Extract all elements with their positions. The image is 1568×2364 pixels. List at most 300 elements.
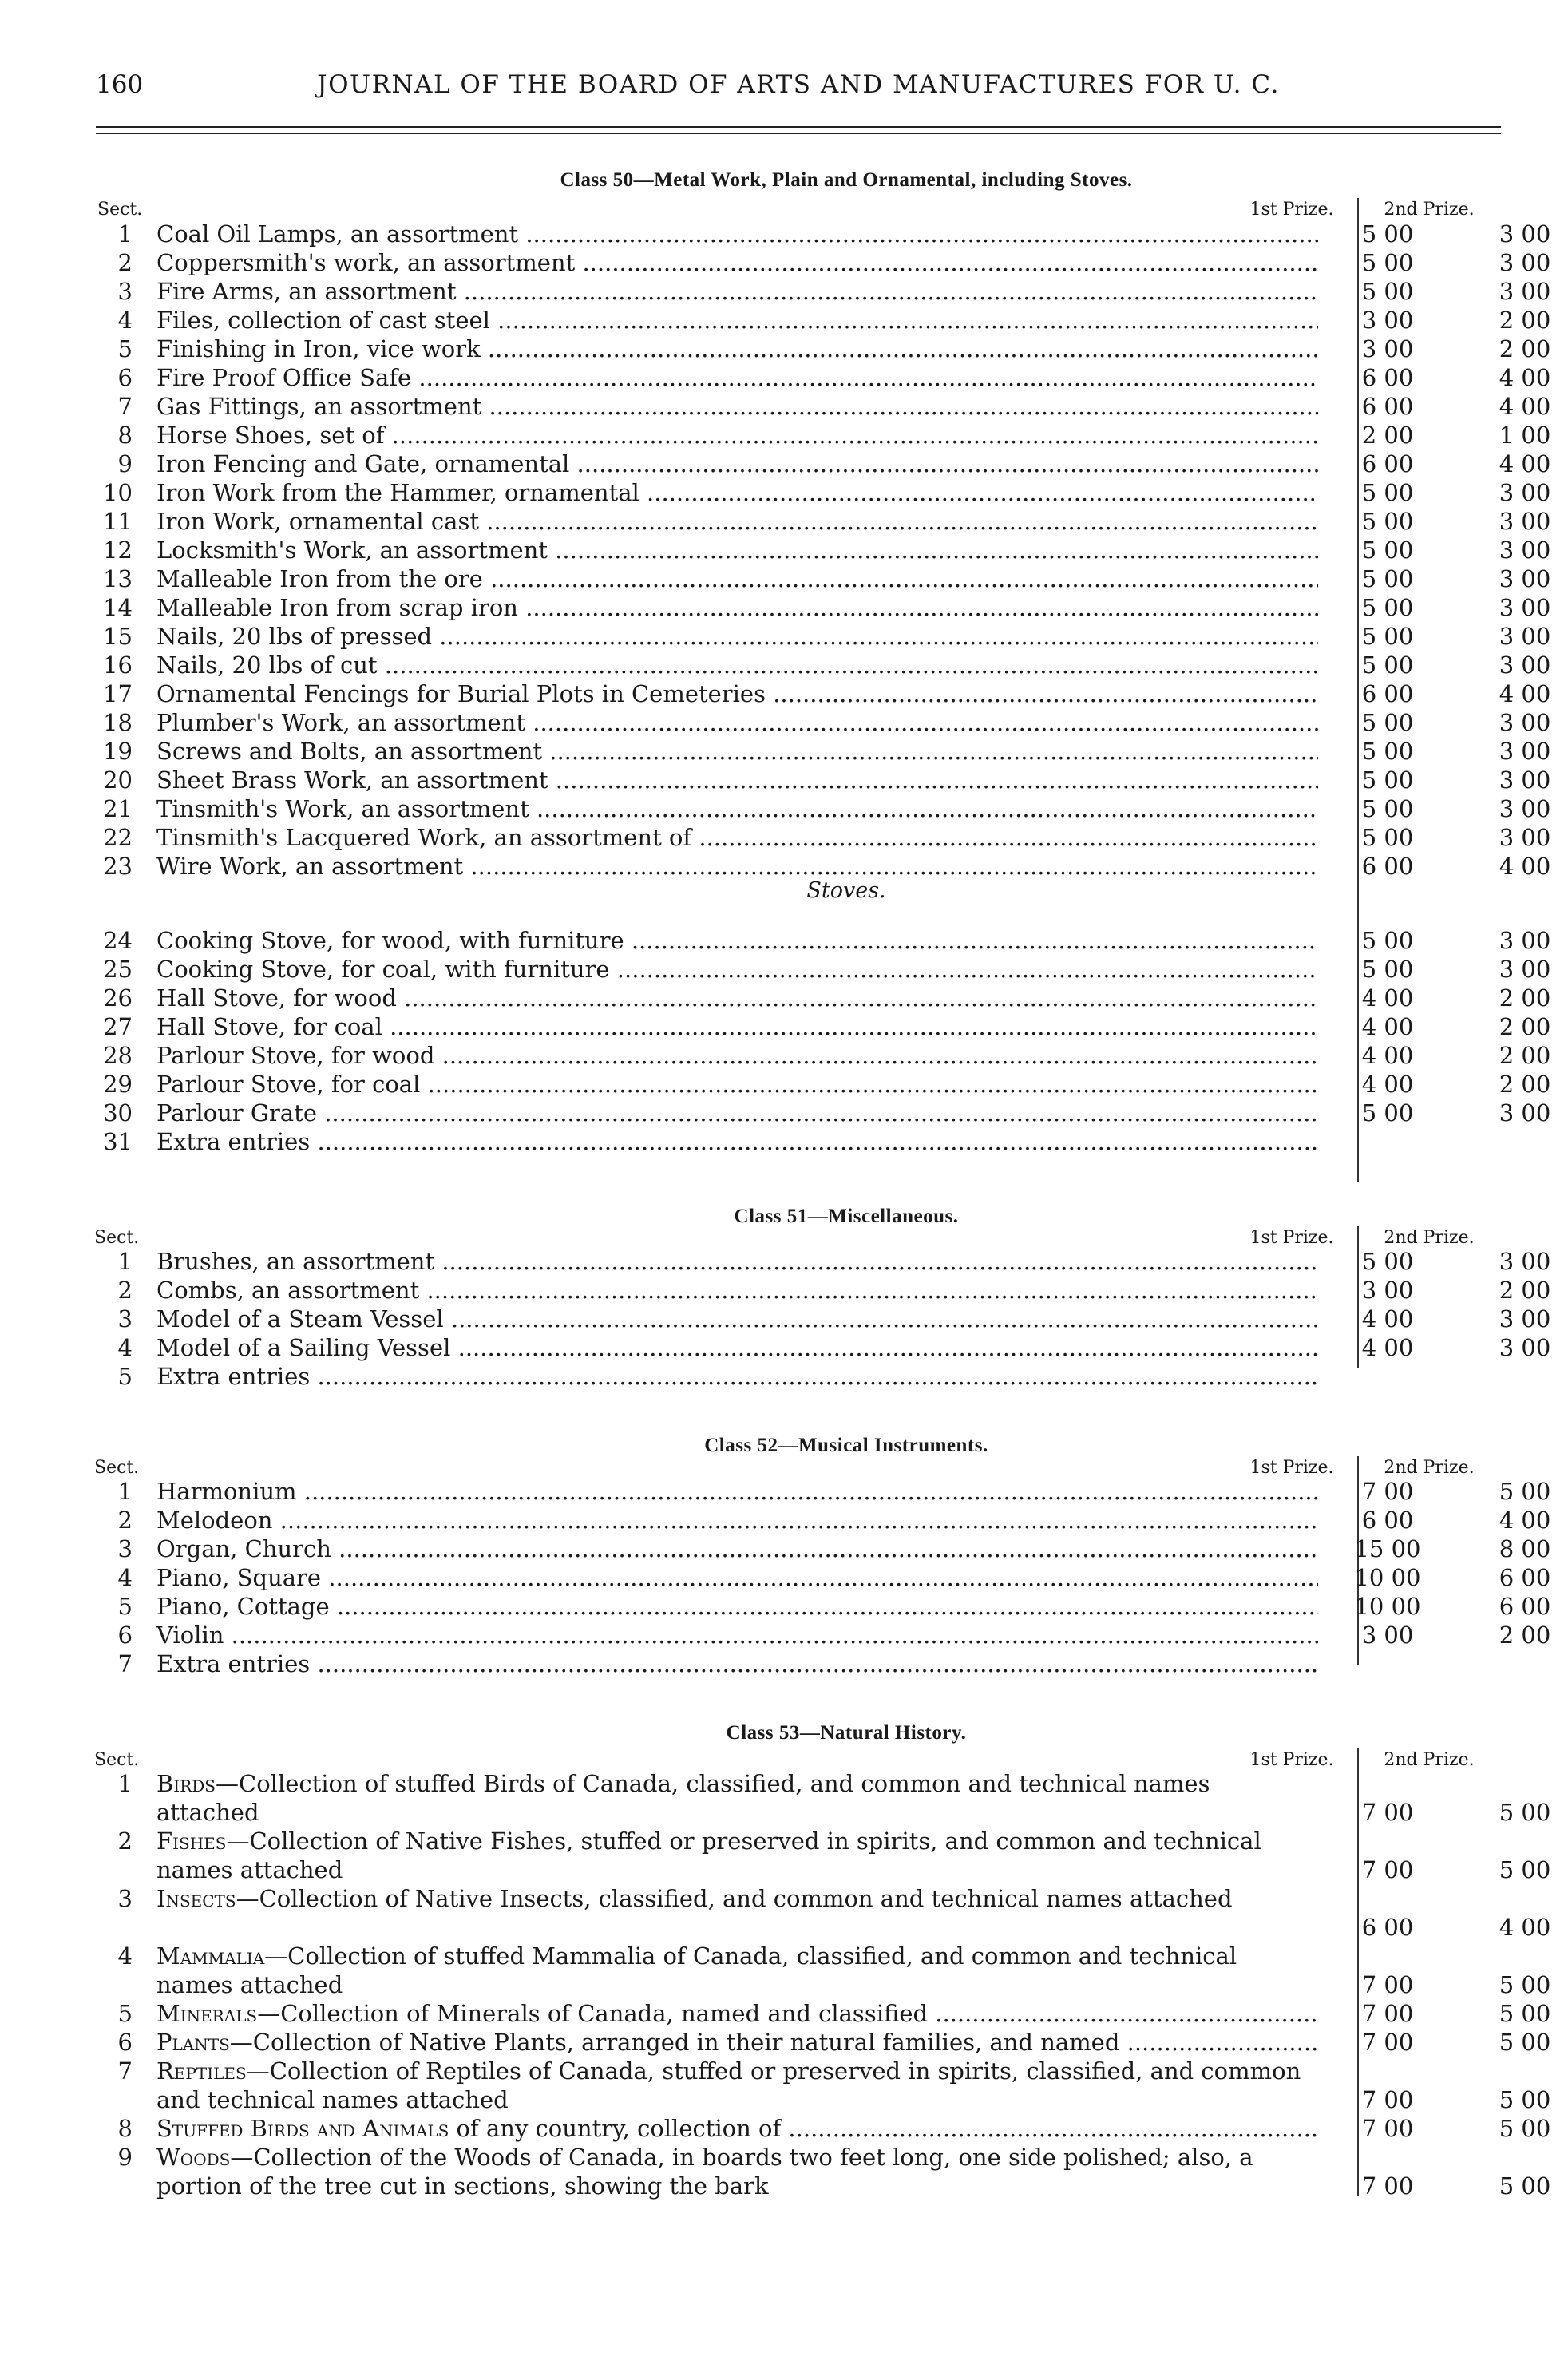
item-description — [156, 507, 1318, 536]
section-number: 21 — [103, 795, 133, 822]
stoves-list — [96, 926, 1551, 1156]
second-prize-value: 1 00 — [1499, 422, 1551, 449]
section-number: 6 — [117, 1622, 133, 1649]
first-prize-value: 4 00 — [1361, 1042, 1414, 1069]
section-number: 1 — [117, 220, 133, 247]
item-description — [156, 1621, 1318, 1649]
first-prize-value: 6 00 — [1361, 1914, 1414, 1941]
section-number: 3 — [117, 1885, 133, 1912]
item-text: Locksmith's Work, an assortment — [156, 537, 548, 564]
section-number: 17 — [103, 680, 133, 707]
section-number: 30 — [103, 1099, 133, 1127]
stoves-subheading: Stoves. — [806, 878, 886, 903]
second-prize-value: 2 00 — [1499, 1071, 1551, 1098]
second-prize-value: 6 00 — [1499, 1564, 1551, 1591]
item-text: —Collection of stuffed Birds of Canada, classified, and common and technical names attached — [156, 1770, 1210, 1826]
item-text: Plumber's Work, an assortment — [156, 709, 526, 736]
list-item — [96, 1506, 1551, 1534]
second-prize-value: 2 00 — [1499, 1622, 1551, 1649]
list-item — [96, 1477, 1551, 1506]
section-number: 5 — [117, 1593, 133, 1620]
second-prize-value: 3 00 — [1499, 766, 1551, 794]
second-prize-value: 3 00 — [1499, 1248, 1551, 1275]
second-prize-value: 5 00 — [1499, 2115, 1551, 2142]
list-item — [96, 1827, 1551, 1884]
list-item — [96, 1012, 1551, 1041]
class-51-list — [96, 1247, 1551, 1391]
second-prize-value: 6 00 — [1499, 1593, 1551, 1620]
item-text: Combs, an assortment — [156, 1277, 420, 1304]
first-prize-value: 3 00 — [1361, 1277, 1414, 1304]
item-description — [156, 852, 1318, 881]
class-52-list — [96, 1477, 1551, 1678]
journal-title: JOURNAL OF THE BOARD OF ARTS AND MANUFACTURES FOR U. C. — [317, 70, 1280, 99]
item-text: Nails, 20 lbs of pressed — [156, 623, 433, 650]
section-number: 23 — [103, 853, 133, 880]
first-prize-value: 7 00 — [1361, 2086, 1414, 2113]
second-prize-value: 2 00 — [1499, 984, 1551, 1012]
item-description — [156, 1534, 1318, 1563]
first-prize-value: 5 00 — [1361, 824, 1414, 851]
first-prize-value: 7 00 — [1361, 1856, 1414, 1883]
second-prize-value: 3 00 — [1499, 738, 1551, 765]
second-prize-value: 5 00 — [1499, 2000, 1551, 2027]
section-number: 7 — [117, 1650, 133, 1677]
list-item — [96, 651, 1551, 679]
section-number: 3 — [117, 1535, 133, 1562]
list-item — [96, 536, 1551, 564]
item-description — [156, 737, 1318, 766]
item-text: Piano, Cottage — [156, 1593, 330, 1620]
item-text: Finishing in Iron, vice work — [156, 335, 481, 362]
list-item — [96, 1276, 1551, 1305]
section-number: 4 — [117, 1564, 133, 1591]
item-text: Cooking Stove, for wood, with furniture — [156, 927, 624, 954]
item-description — [156, 794, 1318, 823]
list-item — [96, 737, 1551, 766]
item-text: Coppersmith's work, an assortment — [156, 249, 576, 276]
first-prize-value: 5 00 — [1361, 956, 1414, 983]
item-text: Gas Fittings, an assortment — [156, 393, 482, 420]
section-number: 19 — [103, 738, 133, 765]
first-prize-value: 7 00 — [1361, 2172, 1414, 2200]
second-prize-value: 3 00 — [1499, 479, 1551, 506]
item-description — [156, 277, 1318, 306]
first-prize-value: 7 00 — [1361, 1478, 1414, 1505]
section-number: 7 — [117, 393, 133, 420]
item-text: Model of a Steam Vessel — [156, 1305, 444, 1332]
section-number: 5 — [117, 335, 133, 362]
first-prize-value: 5 00 — [1361, 1099, 1414, 1127]
second-prize-value: 5 00 — [1499, 1856, 1551, 1883]
item-description — [156, 1070, 1318, 1099]
section-number: 12 — [103, 537, 133, 564]
second-prize-value: 3 00 — [1499, 249, 1551, 276]
second-prize-header: 2nd Prize. — [1384, 1750, 1475, 1770]
item-description — [156, 823, 1318, 852]
first-prize-value: 7 00 — [1361, 1799, 1414, 1826]
item-description — [156, 2028, 1318, 2057]
first-prize-value: 5 00 — [1361, 537, 1414, 564]
section-number: 14 — [103, 594, 133, 621]
item-text: —Collection of stuffed Mammalia of Canada, classified, and common and technical names attached — [156, 1942, 1237, 1998]
first-prize-value: 5 00 — [1361, 738, 1414, 765]
sect-label: Sect. — [94, 1750, 140, 1770]
second-prize-value: 3 00 — [1499, 824, 1551, 851]
list-item — [96, 1362, 1501, 1391]
second-prize-value: 3 00 — [1499, 709, 1551, 736]
first-prize-value: 5 00 — [1361, 927, 1414, 954]
first-prize-header: 1st Prize. — [1249, 1458, 1334, 1478]
first-prize-header: 1st Prize. — [1249, 200, 1334, 220]
list-item — [96, 277, 1551, 306]
list-item — [96, 507, 1551, 536]
list-item — [96, 1099, 1551, 1127]
item-description — [156, 536, 1318, 564]
first-prize-value: 6 00 — [1361, 393, 1414, 420]
item-text: —Collection of Reptiles of Canada, stuffed or preserved in spirits, classified, and common and technical names attached — [156, 2057, 1301, 2113]
item-description — [156, 1506, 1318, 1534]
section-number: 31 — [103, 1128, 133, 1155]
class-50-title: Class 50—Metal Work, Plain and Ornamental, including Stoves. — [560, 169, 1133, 191]
list-item — [96, 1041, 1551, 1070]
section-number: 5 — [117, 2000, 133, 2027]
item-text: Hall Stove, for coal — [156, 1013, 382, 1040]
first-prize-value: 5 00 — [1361, 795, 1414, 822]
second-prize-header: 2nd Prize. — [1384, 1458, 1475, 1478]
list-item — [96, 708, 1551, 737]
section-number: 18 — [103, 709, 133, 736]
item-text: Horse Shoes, set of — [156, 422, 385, 449]
item-text: Ornamental Fencings for Burial Plots in Cemeteries — [156, 680, 766, 707]
item-text: Extra entries — [156, 1650, 311, 1677]
first-prize-value: 4 00 — [1361, 984, 1414, 1012]
list-item — [96, 823, 1551, 852]
second-prize-value: 3 00 — [1499, 956, 1551, 983]
item-text: Fire Arms, an assortment — [156, 278, 457, 305]
section-number: 3 — [117, 1305, 133, 1332]
section-number: 20 — [103, 766, 133, 794]
list-item — [96, 1942, 1551, 1999]
list-item — [96, 593, 1551, 622]
item-description — [156, 1563, 1318, 1592]
second-prize-value: 3 00 — [1499, 651, 1551, 679]
second-prize-header: 2nd Prize. — [1384, 1228, 1475, 1248]
class-53-list — [96, 1769, 1551, 2200]
list-item — [96, 1534, 1551, 1563]
section-number: 4 — [117, 1942, 133, 1970]
item-text: Nails, 20 lbs of cut — [156, 651, 378, 679]
section-number: 9 — [117, 2144, 133, 2171]
item-description — [156, 248, 1318, 277]
first-prize-value: 3 00 — [1361, 1622, 1414, 1649]
item-description — [156, 708, 1318, 737]
item-text: Sheet Brass Work, an assortment — [156, 766, 548, 794]
section-number: 2 — [117, 1507, 133, 1534]
second-prize-value: 5 00 — [1499, 2086, 1551, 2113]
second-prize-header: 2nd Prize. — [1384, 200, 1475, 220]
section-number: 28 — [103, 1042, 133, 1069]
item-description — [156, 2057, 1318, 2114]
item-text: Piano, Square — [156, 1564, 322, 1591]
item-text: —Collection of the Woods of Canada, in boards two feet long, one side polished; also, a portion of the tree cut in sections, showing the bark — [156, 2144, 1253, 2200]
list-item — [96, 622, 1551, 651]
item-text: Extra entries — [156, 1128, 311, 1155]
first-prize-value: 15 00 — [1354, 1535, 1421, 1562]
item-description — [156, 1099, 1318, 1127]
second-prize-value: 3 00 — [1499, 623, 1551, 650]
sect-label: Sect. — [97, 200, 143, 220]
header-rule — [96, 126, 1501, 128]
class-51-title: Class 51—Miscellaneous. — [734, 1206, 959, 1227]
sect-label: Sect. — [94, 1458, 140, 1478]
item-description — [156, 2143, 1318, 2200]
item-description — [156, 1012, 1318, 1041]
item-description — [156, 651, 1318, 679]
list-item — [96, 1592, 1551, 1621]
list-item — [96, 1070, 1551, 1099]
list-item — [96, 335, 1551, 363]
section-number: 6 — [117, 364, 133, 391]
first-prize-value: 7 00 — [1361, 2000, 1414, 2027]
first-prize-value: 4 00 — [1361, 1334, 1414, 1361]
second-prize-value: 4 00 — [1499, 853, 1551, 880]
item-description — [156, 363, 1318, 392]
item-text: Tinsmith's Lacquered Work, an assortment of — [156, 824, 692, 851]
first-prize-value: 7 00 — [1361, 2115, 1414, 2142]
list-item — [96, 363, 1551, 392]
list-item — [96, 306, 1551, 335]
section-number: 7 — [117, 2057, 133, 2085]
item-text: —Collection of Native Plants, arranged in their natural families, and named — [229, 2029, 1120, 2056]
item-description — [156, 335, 1318, 363]
item-text: of any country, collection of — [449, 2115, 782, 2142]
first-prize-value: 5 00 — [1361, 508, 1414, 535]
second-prize-value: 8 00 — [1499, 1535, 1551, 1562]
item-description — [156, 1769, 1318, 1827]
item-description — [156, 306, 1318, 335]
item-description — [156, 1305, 1318, 1333]
item-description — [156, 1276, 1318, 1305]
second-prize-value: 3 00 — [1499, 1099, 1551, 1127]
first-prize-header: 1st Prize. — [1249, 1750, 1334, 1770]
first-prize-value: 4 00 — [1361, 1013, 1414, 1040]
first-prize-value: 6 00 — [1361, 853, 1414, 880]
item-description — [156, 1884, 1318, 1913]
section-number: 2 — [117, 1827, 133, 1855]
first-prize-value: 6 00 — [1361, 1507, 1414, 1534]
item-text: Brushes, an assortment — [156, 1248, 435, 1275]
section-number: 3 — [117, 278, 133, 305]
second-prize-value: 4 00 — [1499, 1914, 1551, 1941]
item-text: Parlour Stove, for coal — [156, 1071, 421, 1098]
item-description — [156, 2114, 1318, 2143]
first-prize-value: 5 00 — [1361, 565, 1414, 592]
second-prize-value: 2 00 — [1499, 1042, 1551, 1069]
item-text: Parlour Grate — [156, 1099, 317, 1127]
list-item — [96, 2114, 1551, 2143]
category-name: Stuffed Birds and Animals — [156, 2115, 449, 2142]
second-prize-value: 2 00 — [1499, 1013, 1551, 1040]
section-number: 1 — [117, 1770, 133, 1797]
first-prize-value: 5 00 — [1361, 220, 1414, 247]
second-prize-value: 4 00 — [1499, 1507, 1551, 1534]
list-item — [96, 478, 1551, 507]
first-prize-value: 5 00 — [1361, 623, 1414, 650]
list-item — [96, 1333, 1551, 1362]
section-number: 8 — [117, 422, 133, 449]
second-prize-value: 4 00 — [1499, 680, 1551, 707]
first-prize-value: 4 00 — [1361, 1305, 1414, 1332]
item-text: Iron Fencing and Gate, ornamental — [156, 450, 570, 477]
section-number: 6 — [117, 2029, 133, 2056]
section-number: 1 — [117, 1248, 133, 1275]
list-item — [96, 220, 1551, 248]
item-text: Wire Work, an assortment — [156, 853, 464, 880]
section-number: 4 — [117, 1334, 133, 1361]
category-name: Fishes — [156, 1827, 227, 1855]
second-prize-value: 3 00 — [1499, 508, 1551, 535]
list-item — [96, 984, 1551, 1012]
item-description — [156, 593, 1318, 622]
section-number: 2 — [117, 249, 133, 276]
item-text: Violin — [156, 1622, 224, 1649]
list-item — [96, 1884, 1551, 1942]
item-description — [156, 1041, 1318, 1070]
list-item — [96, 392, 1551, 421]
list-item — [96, 248, 1551, 277]
item-text: Fire Proof Office Safe — [156, 364, 412, 391]
item-description — [156, 1649, 1318, 1678]
list-item — [96, 2143, 1551, 2200]
item-text: —Collection of Native Fishes, stuffed or preserved in spirits, and common and technical names attached — [156, 1827, 1261, 1883]
first-prize-header: 1st Prize. — [1249, 1228, 1334, 1248]
first-prize-value: 3 00 — [1361, 307, 1414, 334]
sect-label: Sect. — [94, 1228, 140, 1248]
second-prize-value: 5 00 — [1499, 2029, 1551, 2056]
item-text: —Collection of Native Insects, classified, and common and technical names attached — [236, 1885, 1233, 1912]
item-description — [156, 449, 1318, 478]
list-item — [96, 766, 1551, 794]
second-prize-value: 4 00 — [1499, 450, 1551, 477]
item-text: Model of a Sailing Vessel — [156, 1334, 451, 1361]
category-name: Woods — [156, 2144, 231, 2171]
second-prize-value: 3 00 — [1499, 927, 1551, 954]
second-prize-value: 3 00 — [1499, 565, 1551, 592]
first-prize-value: 10 00 — [1354, 1593, 1421, 1620]
item-description — [156, 1942, 1318, 1999]
second-prize-value: 3 00 — [1499, 1305, 1551, 1332]
first-prize-value: 2 00 — [1361, 422, 1414, 449]
second-prize-value: 2 00 — [1499, 307, 1551, 334]
header-rule — [96, 133, 1501, 134]
section-number: 8 — [117, 2115, 133, 2142]
category-name: Insects — [156, 1885, 236, 1912]
item-text: Files, collection of cast steel — [156, 307, 490, 334]
first-prize-value: 5 00 — [1361, 766, 1414, 794]
item-text: Coal Oil Lamps, an assortment — [156, 220, 519, 247]
item-text: Tinsmith's Work, an assortment — [156, 795, 529, 822]
first-prize-value: 3 00 — [1361, 335, 1414, 362]
first-prize-value: 5 00 — [1361, 709, 1414, 736]
section-number: 26 — [103, 984, 133, 1012]
first-prize-value: 6 00 — [1361, 450, 1414, 477]
item-text: Cooking Stove, for coal, with furniture — [156, 956, 610, 983]
item-text: —Collection of Minerals of Canada, named and classified — [257, 2000, 929, 2027]
second-prize-value: 4 00 — [1499, 364, 1551, 391]
item-description — [156, 679, 1318, 708]
list-item — [96, 1769, 1551, 1827]
item-text: Malleable Iron from the ore — [156, 565, 483, 592]
section-number: 2 — [117, 1277, 133, 1304]
first-prize-value: 5 00 — [1361, 651, 1414, 679]
category-name: Plants — [156, 2029, 230, 2056]
section-number: 1 — [117, 1478, 133, 1505]
class-53-title: Class 53—Natural History. — [726, 1722, 967, 1744]
list-item — [96, 1127, 1501, 1156]
second-prize-value: 3 00 — [1499, 220, 1551, 247]
item-description — [156, 1362, 1318, 1391]
first-prize-value: 6 00 — [1361, 680, 1414, 707]
second-prize-value: 3 00 — [1499, 537, 1551, 564]
item-description — [156, 955, 1318, 984]
item-description — [156, 564, 1318, 593]
item-description — [156, 766, 1318, 794]
second-prize-value: 2 00 — [1499, 335, 1551, 362]
section-number: 27 — [103, 1013, 133, 1040]
item-description — [156, 1247, 1318, 1276]
list-item — [96, 1305, 1551, 1333]
class-52-title: Class 52—Musical Instruments. — [704, 1435, 988, 1456]
list-item — [96, 926, 1551, 955]
item-text: Extra entries — [156, 1363, 311, 1390]
item-text: Iron Work from the Hammer, ornamental — [156, 479, 639, 506]
section-number: 16 — [103, 651, 133, 679]
second-prize-value: 4 00 — [1499, 393, 1551, 420]
category-name: Reptiles — [156, 2057, 247, 2085]
first-prize-value: 7 00 — [1361, 2029, 1414, 2056]
category-name: Minerals — [156, 2000, 258, 2027]
section-number: 13 — [103, 565, 133, 592]
first-prize-value: 10 00 — [1354, 1564, 1421, 1591]
first-prize-value: 6 00 — [1361, 364, 1414, 391]
first-prize-value: 7 00 — [1361, 1971, 1414, 1998]
item-text: Melodeon — [156, 1507, 273, 1534]
list-item — [96, 1999, 1551, 2028]
item-description — [156, 1999, 1318, 2028]
item-description — [156, 622, 1318, 651]
item-description — [156, 926, 1318, 955]
item-text: Hall Stove, for wood — [156, 984, 397, 1012]
second-prize-value: 5 00 — [1499, 1799, 1551, 1826]
section-number: 9 — [117, 450, 133, 477]
class-50-list — [96, 220, 1551, 881]
section-number: 29 — [103, 1071, 133, 1098]
second-prize-value: 3 00 — [1499, 1334, 1551, 1361]
section-number: 15 — [103, 623, 133, 650]
second-prize-value: 5 00 — [1499, 2172, 1551, 2200]
second-prize-value: 2 00 — [1499, 1277, 1551, 1304]
first-prize-value: 5 00 — [1361, 1248, 1414, 1275]
section-number: 24 — [103, 927, 133, 954]
second-prize-value: 5 00 — [1499, 1971, 1551, 1998]
item-text: Iron Work, ornamental cast — [156, 508, 479, 535]
page-header — [96, 70, 1501, 102]
section-number: 25 — [103, 956, 133, 983]
list-item — [96, 1563, 1551, 1592]
item-description — [156, 1827, 1318, 1884]
section-number: 22 — [103, 824, 133, 851]
